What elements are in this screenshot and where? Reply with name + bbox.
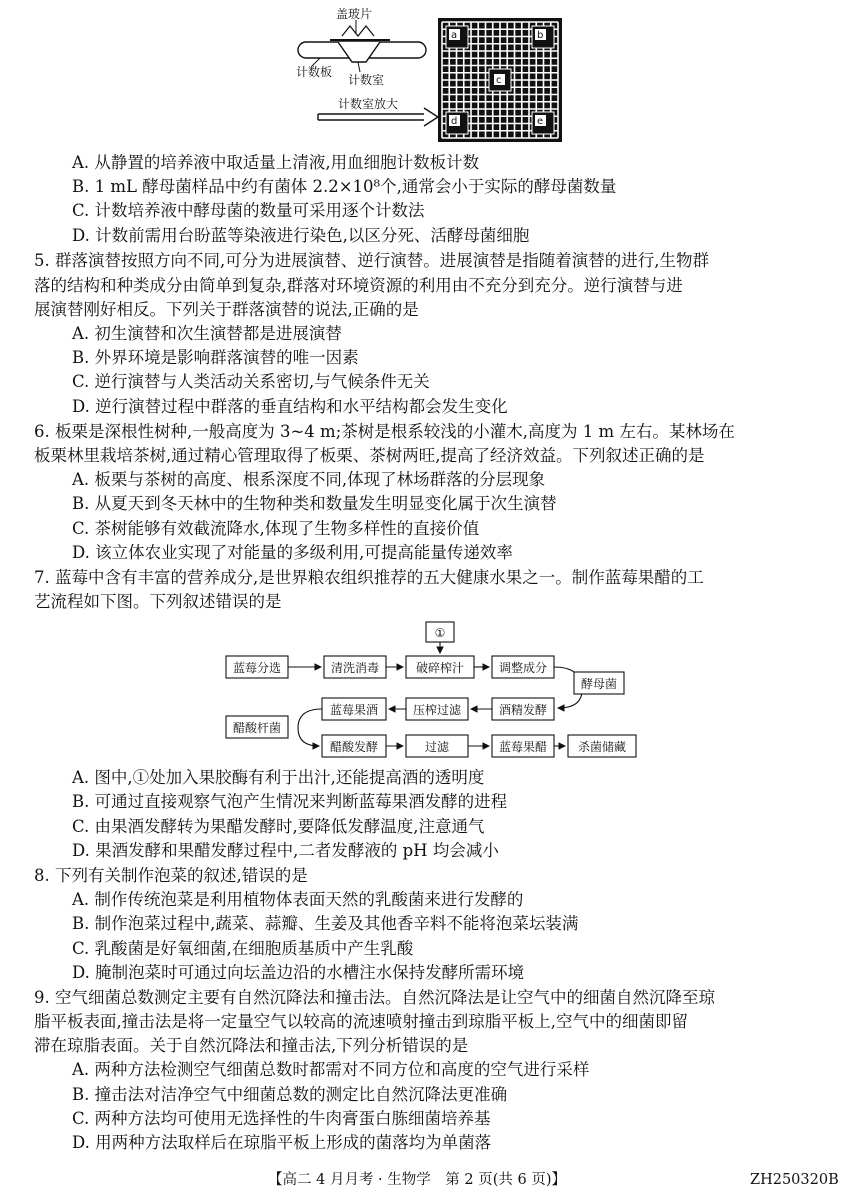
- q6-option-b: B. 从夏天到冬天林中的生物种类和数量发生明显变化属于次生演替: [72, 494, 557, 513]
- q6-option-d: D. 该立体农业实现了对能量的多级利用,可提高能量传递效率: [72, 543, 513, 562]
- q6-option-a: A. 板栗与茶树的高度、根系深度不同,体现了林场群落的分层现象: [72, 470, 546, 489]
- q9-option-a: A. 两种方法检测空气细菌总数时都需对不同方位和高度的空气进行采样: [72, 1060, 590, 1079]
- flow-step-vinegar: 蓝莓果醋: [498, 740, 548, 754]
- flow-step-wine: 蓝莓果酒: [329, 703, 379, 717]
- paper-code: ZH250320B: [750, 1172, 839, 1188]
- q8-option-d: D. 腌制泡菜时可通过向坛盖边沿的水槽注水保持发酵所需环境: [72, 963, 525, 982]
- q4-option-c: C. 计数培养液中酵母菌的数量可采用逐个计数法: [72, 201, 425, 220]
- flow-yeast: 酵母菌: [580, 677, 618, 691]
- label-enlarge: 计数室放大: [338, 97, 399, 111]
- q5-option-a: A. 初生演替和次生演替都是进展演替: [72, 324, 342, 343]
- flow-step-adjust: 调整成分: [498, 661, 548, 675]
- q7-stem-line-1: 7. 蓝莓中含有丰富的营养成分,是世界粮农组织推荐的五大健康水果之一。制作蓝莓果醋的工: [34, 568, 704, 587]
- q5-option-b: B. 外界环境是影响群落演替的唯一因素: [72, 348, 359, 367]
- q9-stem-line-1: 9. 空气细菌总数测定主要有自然沉降法和撞击法。自然沉降法是让空气中的细菌自然沉降至琼: [34, 988, 715, 1007]
- q6-option-c: C. 茶树能够有效截流降水,体现了生物多样性的直接价值: [72, 519, 480, 538]
- q8-option-c: C. 乳酸菌是好氧细菌,在细胞质基质中产生乳酸: [72, 939, 414, 958]
- q7-stem-line-2: 艺流程如下图。下列叙述错误的是: [34, 592, 282, 611]
- flow-step-crush: 破碎榨汁: [415, 661, 465, 675]
- q9-option-c: C. 两种方法均可使用无选择性的牛肉膏蛋白胨细菌培养基: [72, 1109, 491, 1128]
- blueberry-vinegar-flowchart: [222, 620, 642, 760]
- flow-step-sterilize: 杀菌储藏: [577, 740, 627, 754]
- q5-stem-line-1: 5. 群落演替按照方向不同,可分为进展演替、逆行演替。进展演替是指随着演替的进行,生物群: [34, 251, 709, 270]
- q8-stem-line-1: 8. 下列有关制作泡菜的叙述,错误的是: [34, 866, 308, 885]
- flow-step-alcohol-ferment: 酒精发酵: [498, 703, 548, 717]
- grid-label-a: a: [451, 30, 458, 41]
- grid-label-b: b: [537, 30, 544, 41]
- q9-stem-line-2: 脂平板表面,撞击法是将一定量空气以较高的流速喷射撞击到琼脂平板上,空气中的细菌即留: [34, 1012, 688, 1031]
- grid-label-d: d: [451, 116, 458, 127]
- flow-step-sort: 蓝莓分选: [232, 661, 282, 675]
- label-cover: 盖玻片: [336, 7, 373, 21]
- label-board: 计数板: [296, 65, 333, 79]
- q4-option-a: A. 从静置的培养液中取适量上清液,用血细胞计数板计数: [72, 153, 480, 172]
- q7-option-b: B. 可通过直接观察气泡产生情况来判断蓝莓果酒发酵的进程: [72, 792, 508, 811]
- flow-step-wash: 清洗消毒: [330, 661, 380, 675]
- q6-stem-line-1: 6. 板栗是深根性树种,一般高度为 3~4 m;茶树是根系较浅的小灌木,高度为 1 m 左右。某林场在: [34, 422, 735, 441]
- q8-option-b: B. 制作泡菜过程中,蔬菜、蒜瓣、生姜及其他香辛料不能将泡菜坛装满: [72, 914, 579, 933]
- flow-acetic-bacteria: 醋酸杆菌: [232, 721, 282, 735]
- q9-option-b: B. 撞击法对洁净空气中细菌总数的测定比自然沉降法更准确: [72, 1085, 508, 1104]
- q9-stem-line-3: 滞在琼脂表面。关于自然沉降法和撞击法,下列分析错误的是: [34, 1036, 469, 1055]
- page-footer: 【高二 4 月月考 · 生物学 第 2 页(共 6 页)】: [268, 1172, 566, 1188]
- q4-option-b: B. 1 mL 酵母菌样品中约有菌体 2.2×10⁸个,通常会小于实际的酵母菌数量: [72, 177, 617, 196]
- q5-option-d: D. 逆行演替过程中群落的垂直结构和水平结构都会发生变化: [72, 397, 508, 416]
- flow-step-filter: 过滤: [424, 740, 450, 754]
- flow-circle-label: ①: [434, 626, 446, 640]
- flow-step-press: 压榨过滤: [412, 703, 462, 717]
- chamber-grid: [438, 18, 562, 142]
- q9-option-d: D. 用两种方法取样后在琼脂平板上形成的菌落均为单菌落: [72, 1133, 492, 1152]
- q5-stem-line-2: 落的结构和种类成分由简单到复杂,群落对环境资源的利用由不充分到充分。逆行演替与进: [34, 276, 683, 295]
- label-chamber: 计数室: [348, 73, 385, 87]
- counting-chamber-figure: [290, 4, 580, 144]
- q7-option-c: C. 由果酒发酵转为果醋发酵时,要降低发酵温度,注意通气: [72, 817, 485, 836]
- q4-option-d: D. 计数前需用台盼蓝等染液进行染色,以区分死、活酵母菌细胞: [72, 226, 530, 245]
- grid-label-e: e: [537, 116, 544, 127]
- grid-label-c: c: [496, 75, 502, 86]
- q6-stem-line-2: 板栗林里栽培茶树,通过精心管理取得了板栗、茶树两旺,提高了经济效益。下列叙述正确的是: [34, 446, 705, 465]
- flow-step-acetic-ferment: 醋酸发酵: [329, 740, 379, 754]
- q8-option-a: A. 制作传统泡菜是利用植物体表面天然的乳酸菌来进行发酵的: [72, 890, 524, 909]
- q5-option-c: C. 逆行演替与人类活动关系密切,与气候条件无关: [72, 372, 430, 391]
- q7-option-a: A. 图中,①处加入果胶酶有利于出汁,还能提高酒的透明度: [72, 768, 485, 787]
- q5-stem-line-3: 展演替刚好相反。下列关于群落演替的说法,正确的是: [34, 300, 419, 319]
- q7-option-d: D. 果酒发酵和果醋发酵过程中,二者发酵液的 pH 均会减小: [72, 841, 499, 860]
